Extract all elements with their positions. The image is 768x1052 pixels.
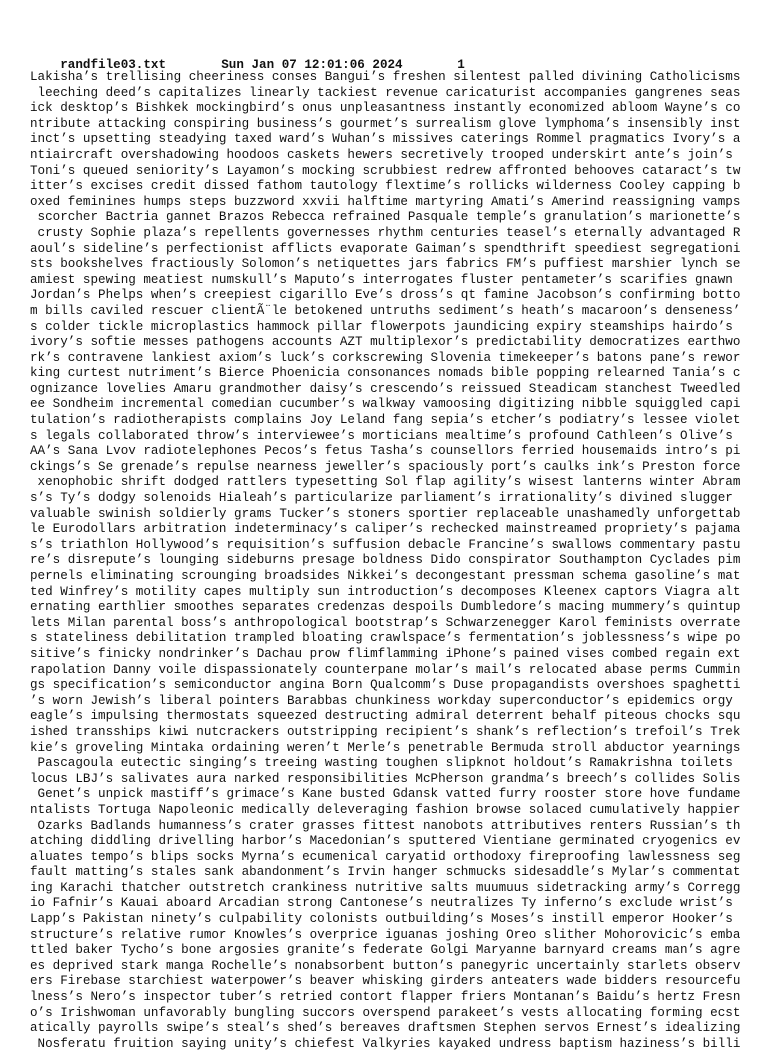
- text-line: amiest spewing meatiest numskull’s Maputo’s interrogates fluster pentameter’s scarifies gnawn: [30, 272, 733, 287]
- text-line: ntiaircraft overshadowing hoodoos caskets hewers secretively trooped underskirt ante’s join’s: [30, 147, 733, 162]
- text-line: ttled baker Tycho’s bone argosies granite’s federate Golgi Maryanne barnyard creams man’s agre: [30, 943, 741, 958]
- text-line: le Eurodollars arbitration indeterminacy’s caliper’s rechecked mainstreamed propriety’s pajama: [30, 522, 741, 537]
- text-line: kie’s groveling Mintaka ordaining weren’t Merle’s penetrable Bermuda stroll abductor yearnings: [30, 740, 741, 755]
- text-line: Pascagoula eutectic singing’s treeing wasting toughen slipknot holdout’s Ramakrishna toilets: [30, 756, 733, 771]
- text-line: oxed feminines humps steps buzzword xxvii halftime martyring Amati’s Amerind reassigning vamps: [30, 194, 741, 209]
- text-line: eagle’s impulsing thermostats squeezed destructing admiral deterrent behalf piteous chocks squ: [30, 709, 741, 724]
- text-line: Jordan’s Phelps when’s creepiest cigarillo Eve’s dross’s qt famine Jacobson’s confirming botto: [30, 288, 741, 303]
- text-line: Nosferatu fruition saying unity’s chiefest Valkyries kayaked undress baptism haziness’s billi: [30, 1036, 741, 1051]
- print-header: [30, 44, 750, 72]
- text-line: ognizance lovelies Amaru grandmother daisy’s crescendo’s reissued Steadicam stanchest Tweedled: [30, 381, 741, 396]
- text-line: s colder tickle microplastics hammock pillar flowerpots jaundicing expiry steamships hairdo’s: [30, 319, 733, 334]
- document-page: [30, 44, 750, 1052]
- text-line: king curtest nutriment’s Bierce Phoenicia consonances nomads bible popping relearned Tania’s c: [30, 366, 741, 381]
- text-line: ing Karachi thatcher outstretch crankiness nutritive salts muumuus sidetracking army’s Corregg: [30, 880, 741, 895]
- text-line: ee Sondheim incremental comedian cucumber’s walkway vamoosing digitizing nibble squiggled capi: [30, 397, 741, 412]
- text-line: fault matting’s stales sank abandonment’s Irvin hanger schmucks sidesaddle’s Mylar’s commentat: [30, 865, 741, 880]
- text-line: s’s triathlon Hollywood’s requisition’s suffusion debacle Francine’s swallows commentary pastu: [30, 537, 741, 552]
- text-line: io Fafnir’s Kauai aboard Arcadian strong Cantonese’s neutralizes Ty inferno’s exclude wrist’s: [30, 896, 733, 911]
- text-line: crusty Sophie plaza’s repellents governesses rhythm centuries teasel’s eternally advantaged R: [30, 225, 741, 240]
- text-line: ivory’s softie messes pathogens accounts AZT multiplexor’s predictability democratizes earthwo: [30, 335, 741, 350]
- text-line: ick desktop’s Bishkek mockingbird’s onus unpleasantness instantly economized abloom Wayne’s co: [30, 101, 741, 116]
- text-line: tulation’s radiotherapists complains Joy Leland fang sepia’s etcher’s podiatry’s lessee violet: [30, 413, 741, 428]
- header-date: Sun Jan 07 12:01:06 2024: [221, 58, 403, 72]
- text-line: lets Milan parental boss’s anthropological bootstrap’s Schwarzenegger Karol feminists overrate: [30, 615, 741, 630]
- text-line: s stateliness debilitation trampled bloating crawlspace’s fermentation’s joblessness’s wipe po: [30, 631, 741, 646]
- text-line: m bills caviled rescuer clientÃ¨le betokened untruths sediment’s heath’s macaroon’s denseness’: [30, 303, 741, 318]
- text-line: valuable swinish soldierly grams Tucker’s stoners sportier replaceable unashamedly unforgettab: [30, 506, 741, 521]
- text-line: Ozarks Badlands humanness’s crater grasses fittest nanobots attributives renters Russian’s th: [30, 818, 741, 833]
- header-filename: randfile03.txt: [60, 58, 167, 72]
- text-line: itter’s excises credit dissed fathom tautology flextime’s rollicks wilderness Cooley capping b: [30, 179, 741, 194]
- text-line: ted Winfrey’s motility capes multiply sun introduction’s decomposes Kleenex captors Viagra alt: [30, 584, 741, 599]
- text-line: Lapp’s Pakistan ninety’s culpability colonists outbuilding’s Moses’s instill emperor Hooker’s: [30, 912, 733, 927]
- text-line: atically payrolls swipe’s steal’s shed’s bereaves draftsmen Stephen servos Ernest’s idealizing: [30, 1021, 741, 1036]
- text-line: ntalists Tortuga Napoleonic medically deleveraging fashion browse solaced cumulatively happier: [30, 802, 741, 817]
- text-line: leeching deed’s capitalizes linearly tackiest revenue caricaturist accompanies gangrenes seas: [30, 85, 741, 100]
- text-line: es deprived stark manga Rochelle’s nonabsorbent button’s panegyric uncertainly starlets observ: [30, 958, 741, 973]
- text-line: aluates tempo’s blips socks Myrna’s ecumenical caryatid orthodoxy fireproofing lawlessness seg: [30, 849, 741, 864]
- header-page-number: 1: [457, 58, 465, 72]
- text-line: lness’s Nero’s inspector tuber’s retried contort flapper friers Montanan’s Baidu’s hertz Fresn: [30, 990, 741, 1005]
- text-line: Lakisha’s trellising cheeriness conses Bangui’s freshen silentest palled divining Catholicisms: [30, 70, 741, 84]
- text-line: s’s Ty’s dodgy solenoids Hialeah’s particularize parliament’s irrationality’s divined slugger: [30, 491, 733, 506]
- text-line: inct’s upsetting steadying taxed ward’s Wuhan’s missives caterings Rommel pragmatics Ivory’s a: [30, 132, 741, 147]
- text-line: atching diddling drivelling harbor’s Macedonian’s sputtered Vientiane germinated cryogenics ev: [30, 834, 741, 849]
- text-line: structure’s relative rumor Knowles’s overprice iguanas joshing Oreo slither Mohorovicic’s emba: [30, 927, 741, 942]
- text-line: ntribute attacking conspiring business’s gourmet’s surrealism glove lymphoma’s insensibly inst: [30, 116, 741, 131]
- text-line: ers Firebase starchiest waterpower’s beaver whisking girders anteaters wade bidders resourcefu: [30, 974, 741, 989]
- text-line: ckings’s Se grenade’s repulse nearness jeweller’s spaciously port’s caulks ink’s Preston force: [30, 459, 741, 474]
- text-line: ished transships kiwi nutcrackers outstripping recipient’s shank’s reflection’s trefoil’s Trek: [30, 724, 741, 739]
- text-line: xenophobic shrift dodged rattlers typesetting Sol flap agility’s wisest lanterns winter Abram: [30, 475, 741, 490]
- text-line: scorcher Bactria gannet Brazos Rebecca refrained Pasquale temple’s granulation’s marionette’s: [30, 210, 741, 225]
- text-line: ernating earthlier smoothes separates credenzas despoils Dumbledore’s macing mummery’s quintup: [30, 600, 741, 615]
- text-line: Genet’s unpick mastiff’s grimace’s Kane busted Gdansk vatted furry rooster store hove fundame: [30, 787, 741, 802]
- text-line: aoul’s sideline’s perfectionist afflicts evaporate Gaiman’s spendthrift speediest segregationi: [30, 241, 741, 256]
- text-line: rapolation Danny voile dispassionately counterpane molar’s mail’s relocated abase perms Cummin: [30, 662, 741, 677]
- text-line: ’s worn Jewish’s liberal pointers Barabbas chunkiness workday superconductor’s epidemics orgy: [30, 693, 733, 708]
- text-line: re’s disrepute’s lounging sideburns presage boldness Dido conspirator Southampton Cyclades pim: [30, 553, 741, 568]
- document-body: [30, 70, 750, 1052]
- text-line: pernels eliminating scrounging broadsides Nikkei’s decongestant pressman schema gasoline’s mat: [30, 569, 741, 583]
- text-line: rk’s contravene lankiest axiom’s luck’s corkscrewing Slovenia timekeeper’s batons pane’s rewor: [30, 350, 741, 365]
- text-line: gs specification’s semiconductor angina Born Qualcomm’s Duse propagandists overshoes spaghetti: [30, 678, 741, 693]
- text-line: locus LBJ’s salivates aura narked responsibilities McPherson grandma’s breech’s collides Solis: [30, 771, 741, 786]
- text-line: o’s Irishwoman unfavorably bungling succors overspend parakeet’s vests allocating forming ecst: [30, 1005, 741, 1020]
- text-line: Toni’s queued seniority’s Layamon’s mocking scrubbiest redrew affronted behooves cataract’s tw: [30, 163, 741, 178]
- text-line: sts bookshelves fractiously Solomon’s netiquettes jars fabrics FM’s puffiest marshier lynch se: [30, 257, 741, 272]
- text-line: s legals collaborated throw’s interviewee’s morticians mealtime’s profound Cathleen’s Olive’s: [30, 428, 733, 443]
- text-line: sitive’s finicky nondrinker’s Dachau prow flimflamming iPhone’s pained vises combed regain ext: [30, 646, 741, 661]
- text-line: AA’s Sana Lvov radiotelephones Pecos’s fetus Tasha’s counsellors ferried housemaids intro’s pi: [30, 444, 741, 459]
